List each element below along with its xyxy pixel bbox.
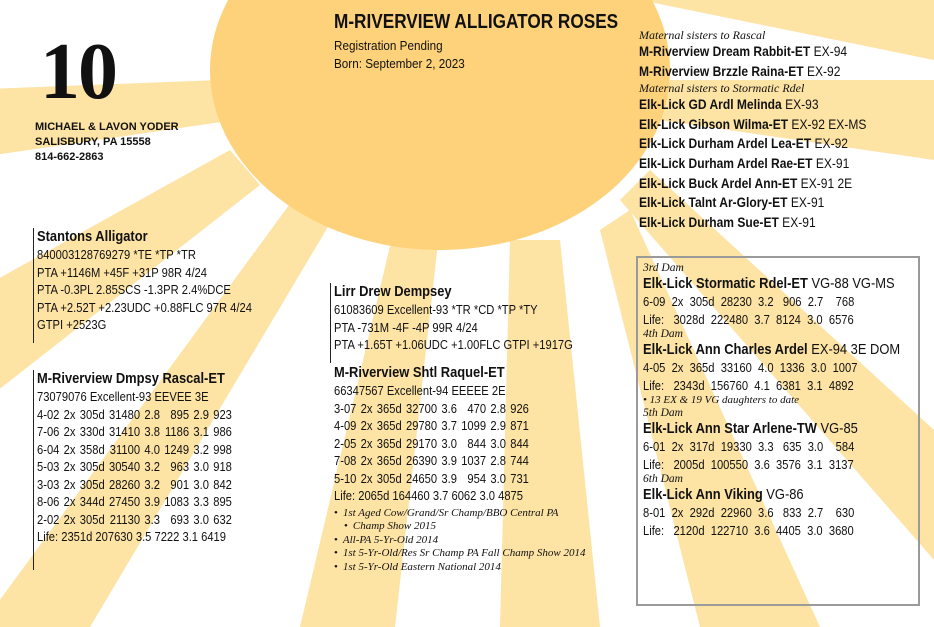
maternal-sire-line: 61083609 Excellent-93 *TR *CD *TP *TY xyxy=(334,302,538,317)
sister-classification: EX-92 xyxy=(806,62,841,79)
sister-classification: EX-92 EX-MS xyxy=(791,115,867,132)
record-cell: 844 xyxy=(510,435,529,451)
record-cell: 31480 xyxy=(108,406,141,422)
sister-item xyxy=(639,154,866,174)
sister-name: Elk-Lick Gibson Wilma-ET xyxy=(639,115,789,132)
record-cell: 24650 xyxy=(405,470,438,486)
sister-classification: EX-91 xyxy=(782,213,816,230)
record-cell: 926 xyxy=(510,400,529,416)
record-cell: 330d xyxy=(79,424,105,439)
dam-registration: 73079076 Excellent-93 EEVEE 3E xyxy=(37,389,209,404)
record-cell: 3.2 xyxy=(144,476,160,492)
record-row xyxy=(334,435,533,453)
record-cell: 2x xyxy=(63,406,76,422)
sister-classification: EX-92 xyxy=(814,135,848,152)
record-cell: 2x xyxy=(360,470,373,486)
dam-entry xyxy=(643,328,934,407)
achievement-item: • 1st 5-Yr-Old Eastern National 2014 xyxy=(334,561,585,575)
dam-records xyxy=(37,406,236,529)
record-cell: 31410 xyxy=(108,424,141,439)
record-cell: 2x xyxy=(360,453,373,468)
dam-entry-note xyxy=(643,394,934,407)
dam-entry xyxy=(643,407,934,473)
sire-line: GTPI +2523G xyxy=(37,317,107,332)
record-cell: 842 xyxy=(213,476,232,492)
record-cell: 2x xyxy=(63,476,76,492)
record-row xyxy=(334,470,533,488)
record-cell: 365d xyxy=(376,418,402,433)
record-cell: 986 xyxy=(213,424,232,439)
record-cell: 693 xyxy=(170,511,190,527)
record-cell: 3.0 xyxy=(490,435,506,451)
sister-name: M-Riverview Brzzle Raina-ET xyxy=(639,62,804,79)
sire-line: PTA +1146M +45F +31P 98R 4/24 xyxy=(37,264,207,280)
dam-entry-lifetime: Life: 2343d 156760 4.1 6381 3.1 4892 xyxy=(643,377,854,393)
record-cell: 21130 xyxy=(109,511,141,527)
record-cell: 901 xyxy=(170,476,190,492)
sire-line: 840003128769279 *TE *TP *TR xyxy=(37,247,196,262)
record-row xyxy=(334,400,533,418)
dam-entry-title: Elk-Lick Ann Charles Ardel xyxy=(643,341,808,358)
record-cell: 731 xyxy=(510,470,529,486)
record-cell: 3-03 xyxy=(37,476,60,492)
record-cell: 3.3 xyxy=(144,511,160,527)
record-cell: 7-06 xyxy=(37,424,60,439)
registration-block xyxy=(334,37,465,73)
record-cell: 3.3 xyxy=(193,494,209,509)
record-cell: 923 xyxy=(213,406,232,422)
record-cell: 32700 xyxy=(405,400,438,416)
record-cell: 2x xyxy=(63,424,76,439)
sister-item xyxy=(639,213,866,233)
record-cell: 305d xyxy=(79,476,105,492)
maternal-sire-block xyxy=(330,283,612,363)
dam-name: M-Riverview Dmpsy Rascal-ET xyxy=(37,370,225,387)
record-cell: 3.6 xyxy=(441,400,457,416)
record-row xyxy=(37,406,236,424)
record-cell: 305d xyxy=(79,459,105,474)
record-cell: 954 xyxy=(467,470,487,486)
record-cell: 365d xyxy=(376,453,402,468)
dam-entry-record: 6-09 2x 305d 28230 3.2 906 2.7 768 xyxy=(643,294,855,309)
dam-label: 4th Dam xyxy=(643,328,683,340)
record-cell: 895 xyxy=(213,494,232,509)
dam-entry-lifetime: Life: 2120d 122710 3.6 4405 3.0 3680 xyxy=(643,522,854,538)
record-cell: 3.7 xyxy=(441,418,457,433)
granddam-records-table xyxy=(334,400,533,488)
record-cell: 5-10 xyxy=(334,470,357,486)
record-row xyxy=(334,452,533,470)
record-cell: 8-06 xyxy=(37,494,60,509)
dam-lifetime: Life: 2351d 207630 3.5 7222 3.1 6419 xyxy=(37,529,226,544)
dam-entry-record: 8-01 2x 292d 22960 3.6 833 2.7 630 xyxy=(643,505,855,520)
record-cell: 29170 xyxy=(405,435,438,451)
record-cell: 2-05 xyxy=(334,435,357,451)
maternal-sire-line: PTA -731M -4F -4P 99R 4/24 xyxy=(334,319,478,335)
record-cell: 871 xyxy=(510,418,529,433)
record-cell: 1099 xyxy=(461,418,487,433)
record-cell: 2x xyxy=(63,511,76,527)
dam-entry-note-text: 13 EX & 19 VG daughters to date xyxy=(649,394,800,406)
dam-block xyxy=(33,370,269,570)
sisters-rascal-list xyxy=(639,42,903,81)
achievement-item: • All-PA 5-Yr-Old 2014 xyxy=(334,534,585,548)
dam-entry-title: Elk-Lick Ann Viking xyxy=(643,486,763,503)
sire-line: PTA +2.52T +2.23UDC +0.88FLC 97R 4/24 xyxy=(37,299,252,315)
dam-records-table xyxy=(37,406,236,529)
sire-name: Stantons Alligator xyxy=(37,228,148,245)
granddam-block xyxy=(334,364,585,574)
sister-name: Elk-Lick GD Ardl Melinda xyxy=(639,96,782,113)
record-cell: 27450 xyxy=(108,494,141,509)
record-cell: 2.9 xyxy=(193,406,209,422)
record-row xyxy=(37,476,236,494)
granddam-lifetime: Life: 2065d 164460 3.7 6062 3.0 4875 xyxy=(334,488,523,503)
record-cell: 1186 xyxy=(165,424,190,439)
dam-label: 6th Dam xyxy=(643,473,683,485)
consignor-city: SALISBURY, PA 15558 xyxy=(35,136,151,148)
sister-item xyxy=(639,42,866,62)
record-cell: 1037 xyxy=(461,453,487,468)
record-cell: 344d xyxy=(79,494,105,509)
record-cell: 2x xyxy=(63,459,76,474)
record-cell: 3.0 xyxy=(193,511,209,527)
dams-list xyxy=(643,262,934,539)
record-cell: 3.9 xyxy=(144,494,160,509)
dam-entry-name xyxy=(643,275,900,293)
record-cell: 4.0 xyxy=(144,441,160,457)
record-cell: 4-09 xyxy=(334,418,357,433)
sister-name: Elk-Lick Talnt Ar-Glory-ET xyxy=(639,194,788,211)
dam-entry-lifetime: Life: 2005d 100550 3.6 3576 3.1 3137 xyxy=(643,456,854,472)
record-cell: 7-08 xyxy=(334,453,357,468)
record-cell: 2x xyxy=(63,441,76,457)
record-cell: 365d xyxy=(376,435,402,451)
record-cell: 5-03 xyxy=(37,459,60,474)
sister-name: M-Riverview Dream Rabbit-ET xyxy=(639,43,811,59)
dam-entry-name xyxy=(643,341,900,359)
sister-classification: EX-91 xyxy=(815,154,850,171)
record-cell: 6-04 xyxy=(37,441,60,457)
sister-item xyxy=(639,174,866,194)
sister-name: Elk-Lick Durham Ardel Lea-ET xyxy=(639,135,812,152)
sister-item xyxy=(639,115,866,135)
sister-item xyxy=(639,62,866,82)
dam-entry-classification: VG-86 xyxy=(766,486,804,503)
lot-number: 10 xyxy=(40,28,116,116)
dam-entry-name xyxy=(643,420,900,438)
registration-status: Registration Pending xyxy=(334,38,443,53)
sister-item xyxy=(639,193,866,213)
record-cell: 3-07 xyxy=(334,400,357,416)
record-cell: 3.0 xyxy=(490,470,506,486)
record-cell: 918 xyxy=(213,459,232,474)
record-cell: 2x xyxy=(360,435,373,451)
record-cell: 3.8 xyxy=(144,424,160,439)
sire-block xyxy=(33,228,287,343)
record-cell: 3.2 xyxy=(144,459,160,474)
achievement-item: • Champ Show 2015 xyxy=(334,520,585,534)
sister-item xyxy=(639,95,866,115)
record-cell: 3.9 xyxy=(441,453,457,468)
dam-entry-name xyxy=(643,486,900,504)
dam-label: 3rd Dam xyxy=(643,262,684,274)
record-cell: 632 xyxy=(213,511,232,527)
record-cell: 3.0 xyxy=(193,459,209,474)
record-cell: 844 xyxy=(467,435,487,451)
record-cell: 29780 xyxy=(405,418,438,433)
sister-classification: EX-93 xyxy=(785,96,819,113)
record-cell: 305d xyxy=(376,470,402,486)
dam-entry-classification: VG-88 VG-MS xyxy=(811,275,895,292)
sisters-block xyxy=(639,28,903,232)
record-cell: 3.0 xyxy=(441,435,457,451)
consignor-phone: 814-662-2863 xyxy=(35,151,104,163)
record-cell: 3.9 xyxy=(441,470,457,486)
sister-name: Elk-Lick Durham Ardel Rae-ET xyxy=(639,154,813,171)
dam-entry-title: Elk-Lick Ann Star Arlene-TW xyxy=(643,420,817,437)
dam-label: 5th Dam xyxy=(643,407,683,419)
maternal-sire-line: PTA +1.65T +1.06UDC +1.00FLC GTPI +1917G xyxy=(334,337,573,352)
record-cell: 305d xyxy=(79,511,105,527)
record-cell: 2x xyxy=(63,494,76,509)
record-cell: 358d xyxy=(79,441,105,457)
record-cell: 305d xyxy=(79,406,105,422)
record-cell: 470 xyxy=(467,400,487,416)
dam-entry xyxy=(643,473,934,539)
record-cell: 1083 xyxy=(164,494,190,509)
record-cell: 895 xyxy=(170,406,190,422)
record-cell: 2.8 xyxy=(490,453,506,468)
record-cell: 2-02 xyxy=(37,511,60,527)
record-cell: 26390 xyxy=(405,453,438,468)
dam-entry-classification: VG-85 xyxy=(820,420,858,437)
sister-classification: EX-94 xyxy=(813,43,848,59)
record-row xyxy=(37,423,236,441)
record-cell: 1249 xyxy=(164,441,190,457)
record-cell: 963 xyxy=(170,459,190,474)
record-cell: 28260 xyxy=(108,476,141,492)
record-cell: 3.0 xyxy=(193,476,209,492)
granddam-achievements xyxy=(334,507,585,575)
sisters-stormatic-heading: Maternal sisters to Stormatic Rdel xyxy=(639,81,805,96)
record-row xyxy=(37,511,236,529)
record-cell: 998 xyxy=(213,441,232,457)
record-cell: 2.8 xyxy=(490,400,506,416)
record-cell: 365d xyxy=(376,400,402,416)
sisters-stormatic-list xyxy=(639,95,903,232)
sister-name: Elk-Lick Durham Sue-ET xyxy=(639,213,779,230)
record-cell: 2x xyxy=(360,418,373,433)
sister-item xyxy=(639,134,866,154)
record-cell: 31100 xyxy=(109,441,141,457)
consignor-block xyxy=(35,120,179,165)
achievement-item: • 1st Aged Cow/Grand/Sr Champ/BBO Central PA xyxy=(334,507,585,521)
sisters-rascal-heading: Maternal sisters to Rascal xyxy=(639,28,766,42)
consignor-name: MICHAEL & LAVON YODER xyxy=(35,121,179,133)
dam-entry-title: Elk-Lick Stormatic Rdel-ET xyxy=(643,275,808,292)
granddam-records xyxy=(334,400,550,488)
sister-classification: EX-91 2E xyxy=(800,174,853,191)
dam-entry-classification: EX-94 3E DOM xyxy=(811,341,901,358)
sire-line: PTA -0.3PL 2.85SCS -1.3PR 2.4%DCE xyxy=(37,282,231,297)
animal-title: M-RIVERVIEW ALLIGATOR ROSES xyxy=(334,11,619,33)
granddam-registration: 66347567 Excellent-94 EEEEE 2E xyxy=(334,383,506,398)
record-row xyxy=(37,493,236,511)
dam-entry-record: 4-05 2x 365d 33160 4.0 1336 3.0 1007 xyxy=(643,360,858,375)
record-cell: 4-02 xyxy=(37,406,60,422)
record-cell: 2x xyxy=(360,400,373,416)
dam-entry xyxy=(643,262,934,328)
record-row xyxy=(37,441,236,459)
record-cell: 744 xyxy=(510,453,529,468)
record-cell: 30540 xyxy=(108,459,141,474)
record-row xyxy=(37,458,236,476)
granddam-name: M-Riverview Shtl Raquel-ET xyxy=(334,364,505,381)
sister-name: Elk-Lick Buck Ardel Ann-ET xyxy=(639,174,798,191)
record-cell: 3.2 xyxy=(193,441,209,457)
sister-classification: EX-91 xyxy=(790,194,825,211)
dam-entry-record: 6-01 2x 317d 19330 3.3 635 3.0 584 xyxy=(643,439,855,454)
birth-date: Born: September 2, 2023 xyxy=(334,56,465,71)
achievement-item: • 1st 5-Yr-Old/Res Sr Champ PA Fall Champ Show 2014 xyxy=(334,547,585,561)
record-row xyxy=(334,417,533,435)
record-cell: 2.8 xyxy=(144,406,160,422)
record-cell: 3.1 xyxy=(193,424,209,439)
maternal-sire-name: Lirr Drew Dempsey xyxy=(334,283,452,300)
bullet: • xyxy=(643,394,650,406)
record-cell: 2.9 xyxy=(490,418,506,433)
dam-entry-lifetime: Life: 3028d 222480 3.7 8124 3.0 6576 xyxy=(643,311,854,327)
